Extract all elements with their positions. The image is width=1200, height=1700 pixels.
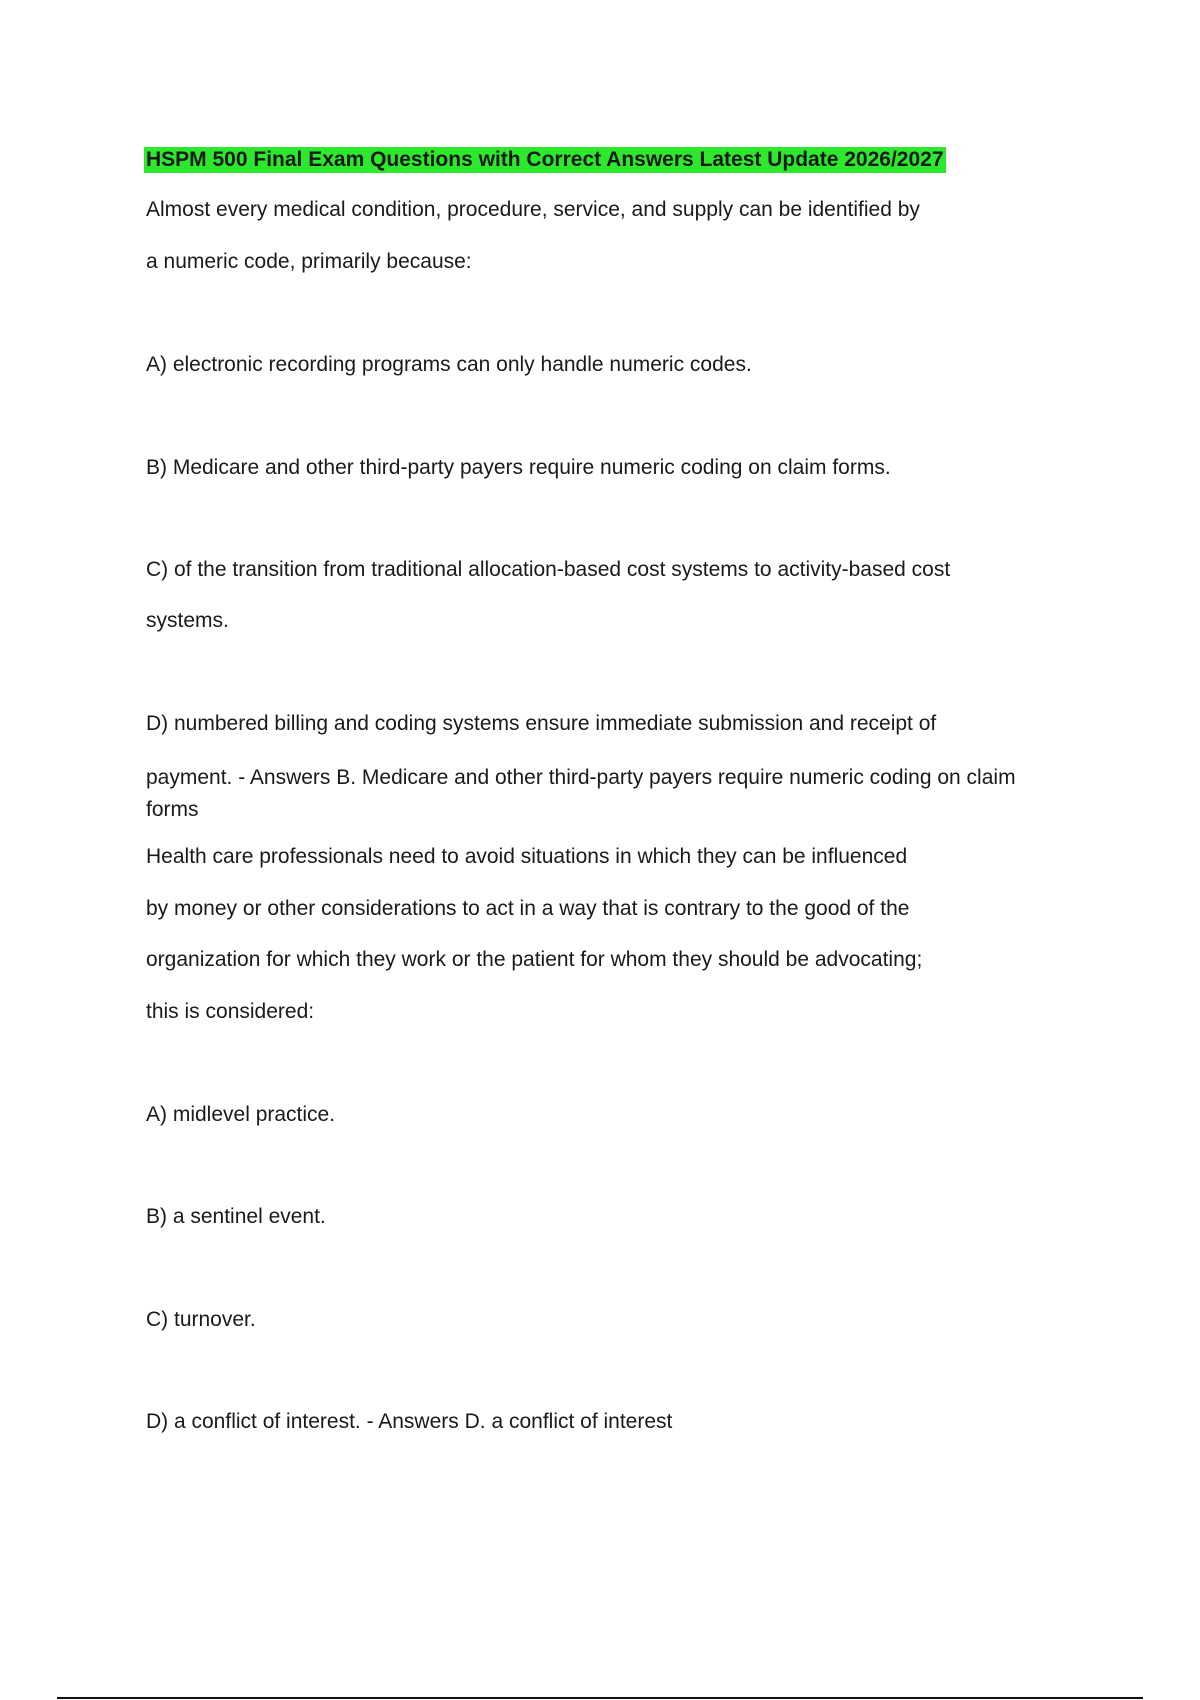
q2-option-c: C) turnover. xyxy=(146,1308,256,1331)
document-title: HSPM 500 Final Exam Questions with Correct Answers Latest Update 2026/2027 xyxy=(146,148,944,171)
q2-option-a: A) midlevel practice. xyxy=(146,1103,336,1126)
q1-option-b: B) Medicare and other third-party payers require numeric coding on claim forms. xyxy=(146,456,891,479)
q2-option-b: B) a sentinel event. xyxy=(146,1205,326,1228)
q1-option-c-line-2: systems. xyxy=(146,609,229,632)
page-bottom-rule xyxy=(57,1697,1143,1699)
q2-stem-line-4: this is considered: xyxy=(146,1000,315,1023)
q2-stem-line-1: Health care professionals need to avoid situations in which they can be influenced xyxy=(146,845,908,868)
q2-stem-line-3: organization for which they work or the patient for whom they should be advocating; xyxy=(146,948,923,971)
q1-option-c-line-1: C) of the transition from traditional allocation-based cost systems to activity-based cost xyxy=(146,558,951,581)
q1-stem-line-1: Almost every medical condition, procedure, service, and supply can be identified by xyxy=(146,198,920,221)
q2-stem-line-2: by money or other considerations to act in a way that is contrary to the good of the xyxy=(146,897,910,920)
q1-option-a: A) electronic recording programs can only handle numeric codes. xyxy=(146,353,752,376)
q2-option-d: D) a conflict of interest. - Answers D. a conflict of interest xyxy=(146,1410,673,1433)
q1-option-d-answer: payment. - Answers B. Medicare and other third-party payers require numeric coding on claim forms xyxy=(146,766,1016,821)
q1-stem-line-2: a numeric code, primarily because: xyxy=(146,250,472,273)
q1-option-d-line-1: D) numbered billing and coding systems ensure immediate submission and receipt of xyxy=(146,712,937,735)
